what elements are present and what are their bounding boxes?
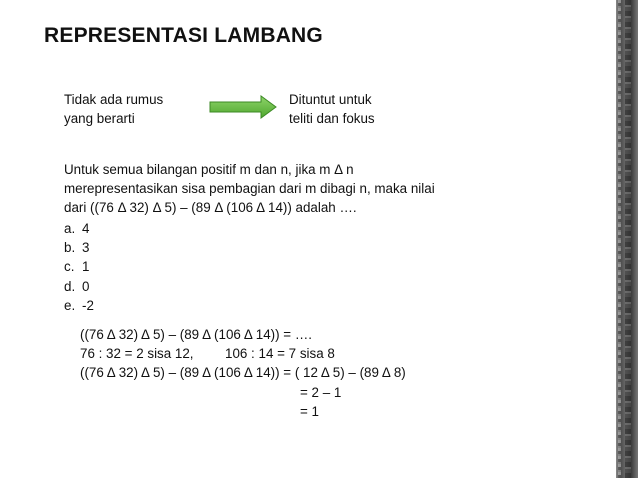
option-letter: e. [64, 297, 76, 313]
option-value: 3 [82, 240, 90, 256]
solution-line-3: ((76 Δ 32) Δ 5) – (89 Δ (106 Δ 14)) = ( 12 Δ 5) – (89 Δ 8) [80, 365, 406, 381]
solution-step-2: 106 : 14 = 7 sisa 8 [225, 346, 335, 362]
answer-options [64, 219, 94, 315]
option-letter: a. [64, 221, 76, 236]
option-value: 1 [82, 259, 90, 275]
option-e [64, 296, 94, 315]
solution-result-2: = 1 [300, 403, 319, 419]
option-value: 0 [82, 278, 90, 294]
option-b [64, 238, 94, 257]
decorative-edge-border [616, 0, 638, 478]
right-text-line-2: teliti dan fokus [289, 111, 375, 126]
right-text-line-1: Dituntut untuk [289, 92, 372, 107]
question-line-3: dari ((76 Δ 32) Δ 5) – (89 Δ (106 Δ 14)) adalah …. [64, 200, 357, 215]
left-text-line-2: yang berarti [64, 111, 135, 126]
solution-line-2 [80, 344, 406, 363]
solution-step-1: 76 : 32 = 2 sisa 12, [80, 346, 194, 362]
option-a [64, 219, 94, 238]
option-value: 4 [82, 221, 90, 236]
slide-title: REPRESENTASI LAMBANG [44, 24, 323, 47]
option-c [64, 257, 94, 276]
solution-line-1: ((76 Δ 32) Δ 5) – (89 Δ (106 Δ 14)) = …. [80, 327, 312, 342]
solution [80, 325, 406, 421]
left-text-line-1: Tidak ada rumus [64, 92, 164, 107]
option-letter: d. [64, 278, 76, 294]
option-letter: c. [64, 259, 75, 275]
solution-line-5 [80, 402, 406, 421]
question-line-1: Untuk semua bilangan positif m dan n, jika m Δ n [64, 162, 354, 177]
solution-result-1: = 2 – 1 [300, 384, 342, 400]
question-line-2: merepresentasikan sisa pembagian dari m dibagi n, maka nilai [64, 181, 435, 196]
option-value: -2 [82, 297, 94, 313]
right-arrow-icon [209, 95, 277, 119]
solution-line-4 [80, 383, 406, 402]
option-letter: b. [64, 240, 76, 256]
option-d [64, 277, 94, 296]
